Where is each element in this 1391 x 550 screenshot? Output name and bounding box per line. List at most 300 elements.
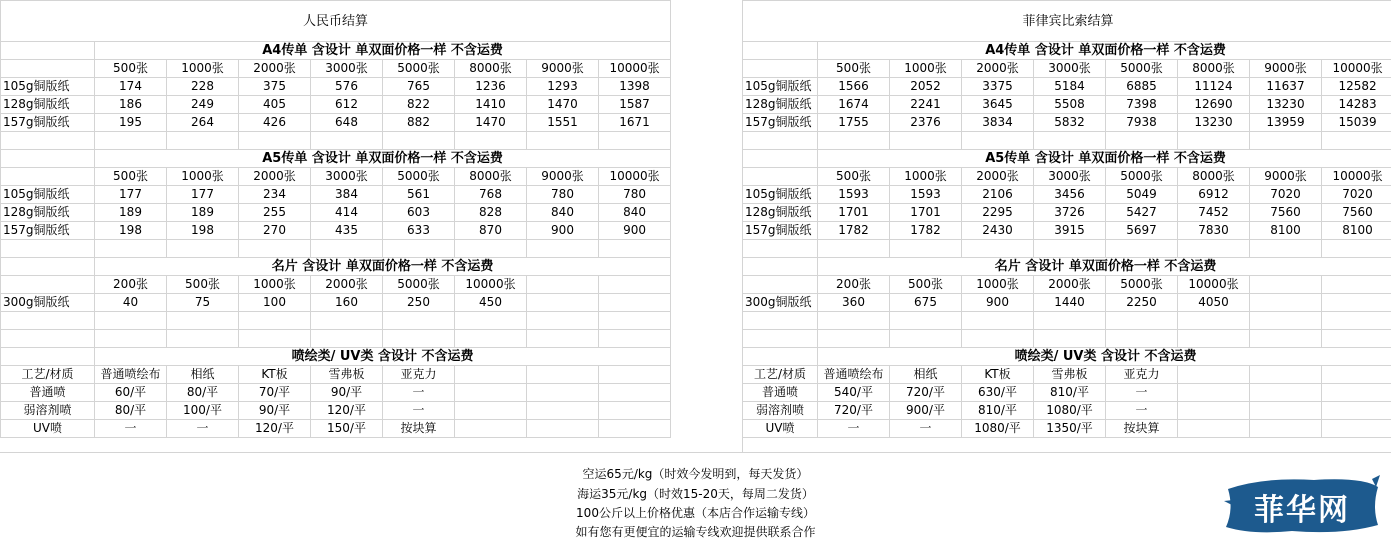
- price-cell: 780: [599, 186, 671, 204]
- column-header: 2000张: [311, 276, 383, 294]
- column-header: 10000张: [455, 276, 527, 294]
- price-cell: 270: [239, 222, 311, 240]
- price-cell: 6885: [1106, 78, 1178, 96]
- column-header: 200张: [95, 276, 167, 294]
- empty-cell: [1, 330, 95, 348]
- column-header: 1000张: [167, 168, 239, 186]
- price-cell: 一: [167, 420, 239, 438]
- empty-cell: [239, 312, 311, 330]
- price-row: [1, 204, 671, 222]
- a4-title-row: [743, 42, 1391, 60]
- price-row: [743, 420, 1391, 438]
- row-label: 128g铜版纸: [1, 204, 95, 222]
- empty-cell: [455, 312, 527, 330]
- price-cell: 1080/平: [1034, 402, 1106, 420]
- empty-cell: [1, 348, 95, 366]
- column-header: 3000张: [311, 60, 383, 78]
- price-cell: 405: [239, 96, 311, 114]
- empty-cell: [743, 330, 818, 348]
- empty-cell: [167, 132, 239, 150]
- empty-cell: [455, 384, 527, 402]
- price-cell: 720/平: [818, 402, 890, 420]
- price-cell: 1470: [527, 96, 599, 114]
- price-cell: 1755: [818, 114, 890, 132]
- a4-column-header-row: [743, 60, 1391, 78]
- empty-cell: [599, 294, 671, 312]
- column-header: 工艺/材质: [743, 366, 818, 384]
- row-label: 128g铜版纸: [1, 96, 95, 114]
- price-cell: 633: [383, 222, 455, 240]
- price-cell: 按块算: [383, 420, 455, 438]
- empty-cell: [95, 240, 167, 258]
- price-cell: 80/平: [95, 402, 167, 420]
- price-cell: 5832: [1034, 114, 1106, 132]
- column-header: 8000张: [455, 168, 527, 186]
- price-cell: 5508: [1034, 96, 1106, 114]
- empty-cell: [1322, 294, 1391, 312]
- price-cell: 14283: [1322, 96, 1391, 114]
- price-cell: 1410: [455, 96, 527, 114]
- price-cell: 8100: [1250, 222, 1322, 240]
- empty-cell: [1106, 330, 1178, 348]
- empty-cell: [743, 240, 818, 258]
- price-row: [743, 204, 1391, 222]
- empty-cell: [1178, 132, 1250, 150]
- empty-cell: [743, 132, 818, 150]
- feihua-logo: [1222, 471, 1386, 543]
- empty-cell: [239, 132, 311, 150]
- price-cell: 249: [167, 96, 239, 114]
- price-cell: 1593: [890, 186, 962, 204]
- price-cell: 12582: [1322, 78, 1391, 96]
- card-title: 名片 含设计 单双面价格一样 不含运费: [818, 258, 1391, 276]
- empty-cell: [962, 312, 1034, 330]
- price-cell: 450: [455, 294, 527, 312]
- price-cell: 900: [599, 222, 671, 240]
- row-label: 弱溶剂喷: [1, 402, 95, 420]
- spray-column-header-row: [1, 366, 671, 384]
- empty-cell: [599, 240, 671, 258]
- column-header: 1000张: [890, 168, 962, 186]
- column-header: 500张: [818, 60, 890, 78]
- price-cell: 3915: [1034, 222, 1106, 240]
- column-header: 500张: [890, 276, 962, 294]
- column-header: 2000张: [962, 168, 1034, 186]
- price-cell: 按块算: [1106, 420, 1178, 438]
- empty-cell: [1, 150, 95, 168]
- empty-cell: [743, 258, 818, 276]
- spacer-row: [743, 312, 1391, 330]
- empty-cell: [95, 312, 167, 330]
- price-cell: 900: [962, 294, 1034, 312]
- price-cell: 1593: [818, 186, 890, 204]
- price-cell: 2295: [962, 204, 1034, 222]
- price-row: [1, 96, 671, 114]
- empty-cell: [527, 312, 599, 330]
- price-cell: 870: [455, 222, 527, 240]
- card-title: 名片 含设计 单双面价格一样 不含运费: [95, 258, 671, 276]
- price-cell: 1566: [818, 78, 890, 96]
- price-cell: 1440: [1034, 294, 1106, 312]
- row-label: 300g铜版纸: [743, 294, 818, 312]
- a4-title-row: [1, 42, 671, 60]
- price-cell: 100: [239, 294, 311, 312]
- price-cell: 3834: [962, 114, 1034, 132]
- price-cell: 7452: [1178, 204, 1250, 222]
- column-header: 9000张: [527, 168, 599, 186]
- price-cell: 2052: [890, 78, 962, 96]
- empty-cell: [1322, 366, 1391, 384]
- price-cell: 822: [383, 96, 455, 114]
- column-header: 10000张: [1322, 168, 1391, 186]
- price-cell: 3726: [1034, 204, 1106, 222]
- price-row: [1, 294, 671, 312]
- price-cell: 648: [311, 114, 383, 132]
- a5-title: A5传单 含设计 单双面价格一样 不含运费: [95, 150, 671, 168]
- column-header: 9000张: [1250, 60, 1322, 78]
- price-cell: 228: [167, 78, 239, 96]
- price-cell: 一: [1106, 384, 1178, 402]
- price-cell: 882: [383, 114, 455, 132]
- empty-cell: [743, 312, 818, 330]
- row-label: UV喷: [743, 420, 818, 438]
- price-cell: 195: [95, 114, 167, 132]
- a5-column-header-row: [1, 168, 671, 186]
- column-header: 雪弗板: [1034, 366, 1106, 384]
- card-title-row: [1, 258, 671, 276]
- column-header: 2000张: [239, 60, 311, 78]
- empty-cell: [527, 402, 599, 420]
- empty-cell: [1106, 312, 1178, 330]
- price-cell: 1782: [890, 222, 962, 240]
- empty-cell: [1250, 132, 1322, 150]
- empty-cell: [383, 240, 455, 258]
- price-cell: 1671: [599, 114, 671, 132]
- price-row: [743, 402, 1391, 420]
- empty-cell: [599, 420, 671, 438]
- row-label: 普通喷: [743, 384, 818, 402]
- spray-title-row: [1, 348, 671, 366]
- note-air-freight: 空运65元/kg（时效今发明到，每天发货）: [0, 465, 1391, 482]
- empty-cell: [1322, 132, 1391, 150]
- note-contact: 如有您有更便宜的运输专线欢迎提供联系合作: [0, 523, 1391, 540]
- currency-header-row: [1, 1, 671, 42]
- note-sea-freight: 海运35元/kg（时效15-20天，每周二发货）: [0, 485, 1391, 502]
- price-row: [743, 78, 1391, 96]
- row-label: 弱溶剂喷: [743, 402, 818, 420]
- price-cell: 11124: [1178, 78, 1250, 96]
- note-bulk-discount: 100公斤以上价格优惠（本店合作运输专线）: [0, 504, 1391, 521]
- empty-cell: [1250, 240, 1322, 258]
- empty-cell: [1178, 420, 1250, 438]
- price-cell: 90/平: [311, 384, 383, 402]
- column-header: 1000张: [890, 60, 962, 78]
- empty-cell: [743, 60, 818, 78]
- currency-header: 人民币结算: [1, 1, 671, 42]
- price-cell: 186: [95, 96, 167, 114]
- price-cell: 840: [599, 204, 671, 222]
- empty-cell: [1, 240, 95, 258]
- price-row: [743, 384, 1391, 402]
- empty-cell: [311, 330, 383, 348]
- empty-cell: [743, 42, 818, 60]
- empty-cell: [599, 132, 671, 150]
- column-header: 工艺/材质: [1, 366, 95, 384]
- spray-title: 喷绘类/ UV类 含设计 不含运费: [95, 348, 671, 366]
- price-cell: 5049: [1106, 186, 1178, 204]
- price-cell: 1701: [890, 204, 962, 222]
- spacer-row: [1, 312, 671, 330]
- column-header: 8000张: [455, 60, 527, 78]
- empty-cell: [890, 330, 962, 348]
- empty-cell: [527, 276, 599, 294]
- price-cell: 255: [239, 204, 311, 222]
- price-cell: 70/平: [239, 384, 311, 402]
- column-header: 普通喷绘布: [818, 366, 890, 384]
- price-cell: 150/平: [311, 420, 383, 438]
- price-cell: 177: [167, 186, 239, 204]
- column-header: 200张: [818, 276, 890, 294]
- row-label: 105g铜版纸: [743, 186, 818, 204]
- empty-cell: [1, 42, 95, 60]
- php-price-table: [742, 0, 1391, 438]
- empty-cell: [962, 330, 1034, 348]
- price-cell: 5427: [1106, 204, 1178, 222]
- empty-cell: [1250, 366, 1322, 384]
- empty-cell: [1250, 384, 1322, 402]
- price-cell: 4050: [1178, 294, 1250, 312]
- empty-cell: [527, 240, 599, 258]
- price-cell: 12690: [1178, 96, 1250, 114]
- spray-column-header-row: [743, 366, 1391, 384]
- column-header: 3000张: [311, 168, 383, 186]
- price-cell: 561: [383, 186, 455, 204]
- column-header: 2000张: [239, 168, 311, 186]
- empty-cell: [1250, 420, 1322, 438]
- price-cell: 8100: [1322, 222, 1391, 240]
- empty-cell: [311, 312, 383, 330]
- empty-cell: [383, 312, 455, 330]
- empty-cell: [1250, 330, 1322, 348]
- price-cell: 264: [167, 114, 239, 132]
- empty-cell: [455, 240, 527, 258]
- column-header: 9000张: [1250, 168, 1322, 186]
- price-cell: 810/平: [962, 402, 1034, 420]
- price-cell: 160: [311, 294, 383, 312]
- price-cell: 一: [383, 402, 455, 420]
- a5-column-header-row: [743, 168, 1391, 186]
- price-row: [743, 294, 1391, 312]
- spacer-row: [743, 330, 1391, 348]
- price-cell: 426: [239, 114, 311, 132]
- column-header: 500张: [95, 60, 167, 78]
- row-label: 128g铜版纸: [743, 204, 818, 222]
- empty-cell: [1, 60, 95, 78]
- price-cell: 1398: [599, 78, 671, 96]
- empty-cell: [311, 132, 383, 150]
- column-header: 亚克力: [383, 366, 455, 384]
- empty-cell: [1322, 384, 1391, 402]
- empty-cell: [383, 132, 455, 150]
- empty-cell: [890, 132, 962, 150]
- a4-title: A4传单 含设计 单双面价格一样 不含运费: [818, 42, 1391, 60]
- column-header: 5000张: [383, 60, 455, 78]
- price-cell: 900: [527, 222, 599, 240]
- price-cell: 1782: [818, 222, 890, 240]
- empty-cell: [1322, 240, 1391, 258]
- empty-cell: [311, 240, 383, 258]
- column-header: 10000张: [599, 60, 671, 78]
- column-header: 500张: [95, 168, 167, 186]
- price-cell: 1350/平: [1034, 420, 1106, 438]
- price-cell: 198: [95, 222, 167, 240]
- price-cell: 7020: [1322, 186, 1391, 204]
- column-header: 5000张: [1106, 60, 1178, 78]
- empty-cell: [599, 330, 671, 348]
- empty-cell: [527, 294, 599, 312]
- empty-cell: [1250, 294, 1322, 312]
- price-cell: 612: [311, 96, 383, 114]
- price-cell: 5697: [1106, 222, 1178, 240]
- price-cell: 250: [383, 294, 455, 312]
- empty-cell: [527, 420, 599, 438]
- column-header: 2000张: [962, 60, 1034, 78]
- price-cell: 13230: [1250, 96, 1322, 114]
- column-header: 8000张: [1178, 60, 1250, 78]
- empty-cell: [95, 330, 167, 348]
- price-cell: 2430: [962, 222, 1034, 240]
- price-cell: 一: [95, 420, 167, 438]
- price-cell: 603: [383, 204, 455, 222]
- price-cell: 840: [527, 204, 599, 222]
- price-cell: 1587: [599, 96, 671, 114]
- column-header: 相纸: [890, 366, 962, 384]
- empty-cell: [167, 330, 239, 348]
- price-row: [743, 186, 1391, 204]
- empty-cell: [455, 402, 527, 420]
- empty-cell: [1178, 402, 1250, 420]
- price-cell: 1080/平: [962, 420, 1034, 438]
- price-cell: 一: [890, 420, 962, 438]
- price-row: [1, 222, 671, 240]
- price-cell: 675: [890, 294, 962, 312]
- empty-cell: [455, 420, 527, 438]
- price-cell: 40: [95, 294, 167, 312]
- logo-text: 菲华网: [1222, 485, 1382, 529]
- column-header: 普通喷绘布: [95, 366, 167, 384]
- column-header: 1000张: [167, 60, 239, 78]
- column-header: 500张: [167, 276, 239, 294]
- empty-cell: [527, 330, 599, 348]
- price-cell: 13959: [1250, 114, 1322, 132]
- price-cell: 1470: [455, 114, 527, 132]
- empty-cell: [1322, 312, 1391, 330]
- price-cell: 7020: [1250, 186, 1322, 204]
- empty-cell: [890, 312, 962, 330]
- price-cell: 384: [311, 186, 383, 204]
- price-cell: 1551: [527, 114, 599, 132]
- empty-cell: [1322, 276, 1391, 294]
- price-cell: 3645: [962, 96, 1034, 114]
- empty-cell: [962, 132, 1034, 150]
- empty-cell: [527, 132, 599, 150]
- shipping-notes: [0, 452, 1391, 550]
- spacer-row: [1, 330, 671, 348]
- spray-title: 喷绘类/ UV类 含设计 不含运费: [818, 348, 1391, 366]
- price-cell: 1236: [455, 78, 527, 96]
- price-cell: 828: [455, 204, 527, 222]
- spacer-row: [743, 240, 1391, 258]
- column-header: 9000张: [527, 60, 599, 78]
- row-label: 157g铜版纸: [1, 114, 95, 132]
- empty-cell: [455, 366, 527, 384]
- spacer-row: [743, 132, 1391, 150]
- spacer-row: [1, 240, 671, 258]
- rmb-price-table: [0, 0, 671, 438]
- empty-cell: [743, 150, 818, 168]
- price-cell: 7830: [1178, 222, 1250, 240]
- card-column-header-row: [743, 276, 1391, 294]
- empty-cell: [599, 384, 671, 402]
- price-cell: 75: [167, 294, 239, 312]
- price-cell: 60/平: [95, 384, 167, 402]
- price-row: [743, 96, 1391, 114]
- column-header: 10000张: [599, 168, 671, 186]
- row-label: 105g铜版纸: [743, 78, 818, 96]
- price-cell: 375: [239, 78, 311, 96]
- price-cell: 1701: [818, 204, 890, 222]
- price-cell: 576: [311, 78, 383, 96]
- price-cell: 198: [167, 222, 239, 240]
- empty-cell: [1250, 312, 1322, 330]
- price-cell: 7560: [1250, 204, 1322, 222]
- column-header: 8000张: [1178, 168, 1250, 186]
- price-cell: 一: [818, 420, 890, 438]
- empty-cell: [1178, 384, 1250, 402]
- empty-cell: [599, 312, 671, 330]
- price-cell: 630/平: [962, 384, 1034, 402]
- empty-cell: [455, 132, 527, 150]
- empty-cell: [1, 312, 95, 330]
- empty-cell: [743, 276, 818, 294]
- price-row: [1, 384, 671, 402]
- empty-cell: [455, 330, 527, 348]
- card-column-header-row: [1, 276, 671, 294]
- empty-cell: [95, 132, 167, 150]
- price-row: [1, 114, 671, 132]
- empty-cell: [1034, 132, 1106, 150]
- price-cell: 2241: [890, 96, 962, 114]
- price-cell: 414: [311, 204, 383, 222]
- price-cell: 一: [383, 384, 455, 402]
- empty-cell: [1322, 402, 1391, 420]
- row-label: 157g铜版纸: [1, 222, 95, 240]
- price-cell: 234: [239, 186, 311, 204]
- a4-column-header-row: [1, 60, 671, 78]
- row-label: UV喷: [1, 420, 95, 438]
- column-header: 10000张: [1322, 60, 1391, 78]
- column-header: 5000张: [383, 168, 455, 186]
- column-header: 1000张: [962, 276, 1034, 294]
- card-title-row: [743, 258, 1391, 276]
- row-label: 157g铜版纸: [743, 114, 818, 132]
- empty-cell: [1, 258, 95, 276]
- price-cell: 1293: [527, 78, 599, 96]
- column-divider: [670, 0, 743, 452]
- price-row: [1, 186, 671, 204]
- empty-cell: [239, 240, 311, 258]
- price-cell: 360: [818, 294, 890, 312]
